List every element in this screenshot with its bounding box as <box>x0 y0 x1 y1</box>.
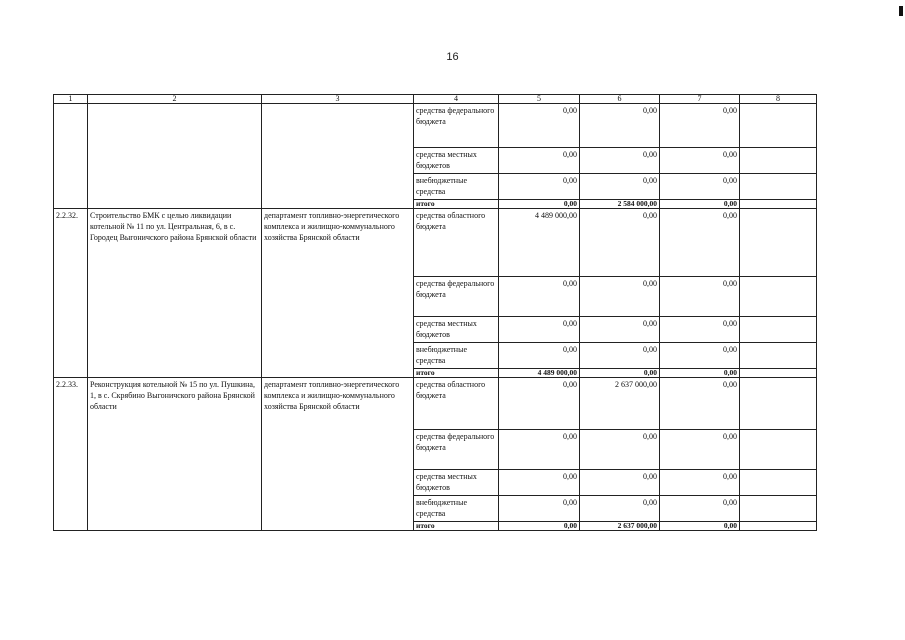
amount-cell-c6: 2 637 000,00 <box>580 522 660 531</box>
table-body <box>54 95 817 531</box>
amount-cell-c5: 0,00 <box>499 104 580 148</box>
amount-cell-c7: 0,00 <box>660 200 740 209</box>
amount-cell-c7: 0,00 <box>660 430 740 470</box>
amount-cell-c6: 2 584 000,00 <box>580 200 660 209</box>
amount-cell-c5: 0,00 <box>499 174 580 200</box>
table-row <box>54 378 817 430</box>
funding-source: средства областного бюджета <box>414 378 499 430</box>
table-row <box>54 104 817 148</box>
column-header: 3 <box>262 95 414 104</box>
amount-cell-c7: 0,00 <box>660 522 740 531</box>
amount-cell-c5: 0,00 <box>499 277 580 317</box>
amount-cell-c8 <box>740 369 817 378</box>
amount-cell-c6: 0,00 <box>580 104 660 148</box>
amount-cell-c7: 0,00 <box>660 104 740 148</box>
amount-cell-c7: 0,00 <box>660 378 740 430</box>
amount-cell-c8 <box>740 522 817 531</box>
amount-cell-c6: 0,00 <box>580 317 660 343</box>
item-title: Реконструкция котельной № 15 по ул. Пушкина, 1, в с. Скрябино Выгоничского района Брянской области <box>88 378 262 531</box>
item-code <box>54 104 88 209</box>
funding-source: внебюджетные средства <box>414 174 499 200</box>
funding-source: средства местных бюджетов <box>414 470 499 496</box>
amount-cell-c7: 0,00 <box>660 174 740 200</box>
amount-cell-c5: 0,00 <box>499 470 580 496</box>
amount-cell-c7: 0,00 <box>660 369 740 378</box>
item-title: Строительство БМК с целью ликвидации котельной № 11 по ул. Центральная, 6, в с. Городец Выгоничского района Брянской области <box>88 209 262 378</box>
amount-cell-c6: 0,00 <box>580 148 660 174</box>
amount-cell-c5: 0,00 <box>499 148 580 174</box>
column-header: 2 <box>88 95 262 104</box>
item-code: 2.2.32. <box>54 209 88 378</box>
funding-source: внебюджетные средства <box>414 496 499 522</box>
budget-table <box>53 94 817 531</box>
amount-cell-c7: 0,00 <box>660 343 740 369</box>
total-label: итого <box>414 200 499 209</box>
column-header: 7 <box>660 95 740 104</box>
funding-source: внебюджетные средства <box>414 343 499 369</box>
scan-edge-mark <box>899 6 903 16</box>
amount-cell-c8 <box>740 430 817 470</box>
amount-cell-c7: 0,00 <box>660 148 740 174</box>
amount-cell-c6: 0,00 <box>580 209 660 277</box>
amount-cell-c7: 0,00 <box>660 496 740 522</box>
amount-cell-c8 <box>740 378 817 430</box>
column-header: 6 <box>580 95 660 104</box>
amount-cell-c8 <box>740 317 817 343</box>
amount-cell-c6: 0,00 <box>580 343 660 369</box>
amount-cell-c8 <box>740 470 817 496</box>
column-header: 5 <box>499 95 580 104</box>
amount-cell-c5: 0,00 <box>499 496 580 522</box>
funding-source: средства местных бюджетов <box>414 317 499 343</box>
amount-cell-c6: 2 637 000,00 <box>580 378 660 430</box>
amount-cell-c6: 0,00 <box>580 496 660 522</box>
column-header: 1 <box>54 95 88 104</box>
amount-cell-c5: 0,00 <box>499 430 580 470</box>
amount-cell-c8 <box>740 496 817 522</box>
item-code: 2.2.33. <box>54 378 88 531</box>
total-label: итого <box>414 522 499 531</box>
amount-cell-c6: 0,00 <box>580 470 660 496</box>
table-row <box>54 209 817 277</box>
funding-source: средства областного бюджета <box>414 209 499 277</box>
amount-cell-c8 <box>740 277 817 317</box>
funding-source: средства федерального бюджета <box>414 430 499 470</box>
amount-cell-c7: 0,00 <box>660 470 740 496</box>
amount-cell-c8 <box>740 200 817 209</box>
total-label: итого <box>414 369 499 378</box>
amount-cell-c6: 0,00 <box>580 277 660 317</box>
page-number: 16 <box>446 51 459 63</box>
item-executor: департамент топливно-энергетического комплекса и жилищно-коммунального хозяйства Брянской области <box>262 209 414 378</box>
column-header: 8 <box>740 95 817 104</box>
amount-cell-c6: 0,00 <box>580 174 660 200</box>
item-executor: департамент топливно-энергетического комплекса и жилищно-коммунального хозяйства Брянской области <box>262 378 414 531</box>
amount-cell-c5: 0,00 <box>499 378 580 430</box>
column-header: 4 <box>414 95 499 104</box>
amount-cell-c8 <box>740 148 817 174</box>
amount-cell-c7: 0,00 <box>660 209 740 277</box>
table-header-row <box>54 95 817 104</box>
amount-cell-c5: 0,00 <box>499 200 580 209</box>
item-executor <box>262 104 414 209</box>
funding-source: средства федерального бюджета <box>414 104 499 148</box>
amount-cell-c5: 0,00 <box>499 522 580 531</box>
amount-cell-c7: 0,00 <box>660 317 740 343</box>
amount-cell-c8 <box>740 343 817 369</box>
item-title <box>88 104 262 209</box>
amount-cell-c5: 0,00 <box>499 343 580 369</box>
funding-source: средства федерального бюджета <box>414 277 499 317</box>
amount-cell-c6: 0,00 <box>580 430 660 470</box>
amount-cell-c8 <box>740 209 817 277</box>
amount-cell-c8 <box>740 104 817 148</box>
amount-cell-c6: 0,00 <box>580 369 660 378</box>
amount-cell-c8 <box>740 174 817 200</box>
amount-cell-c5: 4 489 000,00 <box>499 369 580 378</box>
amount-cell-c5: 0,00 <box>499 317 580 343</box>
amount-cell-c5: 4 489 000,00 <box>499 209 580 277</box>
funding-source: средства местных бюджетов <box>414 148 499 174</box>
amount-cell-c7: 0,00 <box>660 277 740 317</box>
